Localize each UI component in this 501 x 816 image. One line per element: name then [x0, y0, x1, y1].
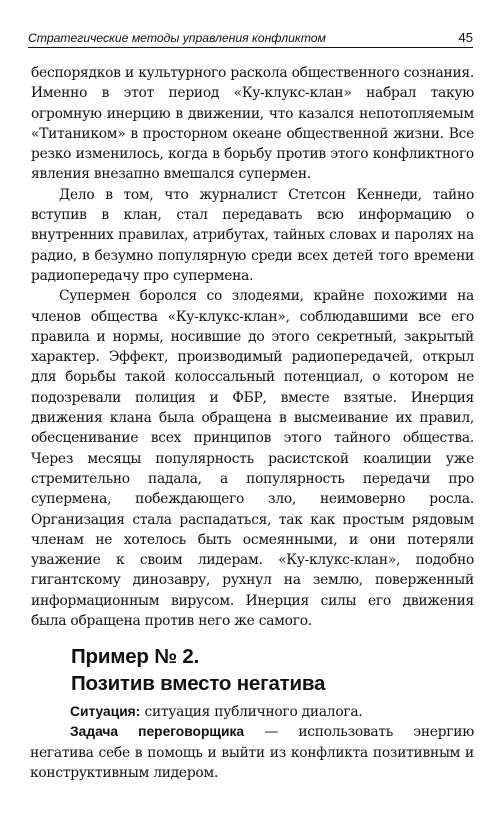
- task-label: Задача переговорщика: [70, 724, 245, 740]
- paragraph-2: Дело в том, что журналист Стетсон Кеннеди, тайно вступив в клан, стал передавать всю информацию о внутренних правилах, атрибутах, тайных словах и паролях на радио, в безумно популярную среди всех детей того времени радиопередачу про супермена.: [31, 186, 474, 284]
- running-title: Стратегические методы управления конфликтом: [28, 31, 326, 45]
- situation-label: Ситуация:: [70, 704, 141, 719]
- page-number: 45: [458, 30, 473, 45]
- running-header: [28, 25, 473, 48]
- task-text: — использовать энергию негатива себе в помощь и выйти из конфликта позитивным и конструктивным лидером.: [30, 724, 474, 781]
- example-body: [30, 702, 474, 783]
- example-heading-number: Пример № 2.: [71, 645, 200, 668]
- paragraph-1: беспорядков и культурного раскола общественного сознания. Именно в этот период «Ку-клукс-клан» набрал такую огромную инерцию в движении, что казался непотопляемым «Титаником» в просторном океане общественной жизни. Все резко изменилось, когда в борьбу против этого конфликтного явления внезапно вмешался супермен.: [31, 65, 474, 183]
- body-text: [31, 63, 474, 631]
- example-heading: [71, 643, 481, 697]
- task-paragraph: [30, 722, 474, 783]
- situation-text: ситуация публичного диалога.: [140, 704, 363, 720]
- paragraph-3: Супермен боролся со злодеями, крайне похожими на членов общества «Ку-клукс-клан», соблюдавшими все его правила и нормы, носившие до этого секретный, закрытый характер. Эффект, производимый радиопередачей, открыл для борьбы такой колоссальный потенциал, о котором не подозревали полиция и ФБР, вместе взятые. Инерция движения клана была обращена в высмеивание их правил, обесценивание всех принципов этого тайного общества. Через месяцы популярность расистской коалиции уже стремительно падала, а популярность передачи про супермена, побеждающего зло, неимоверно росла. Организация стала распадаться, так как простым рядовым членам не хотелось быть осмеянными, и они потеряли уважение к своим лидерам. «Ку-клукс-клан», подобно гигантскому динозавру, рухнул на землю, поверженный информационным вирусом. Инерция силы его движения была обращена против него же самого.: [31, 288, 474, 630]
- situation-line: [70, 702, 474, 722]
- example-heading-title: Позитив вместо негатива: [71, 672, 326, 695]
